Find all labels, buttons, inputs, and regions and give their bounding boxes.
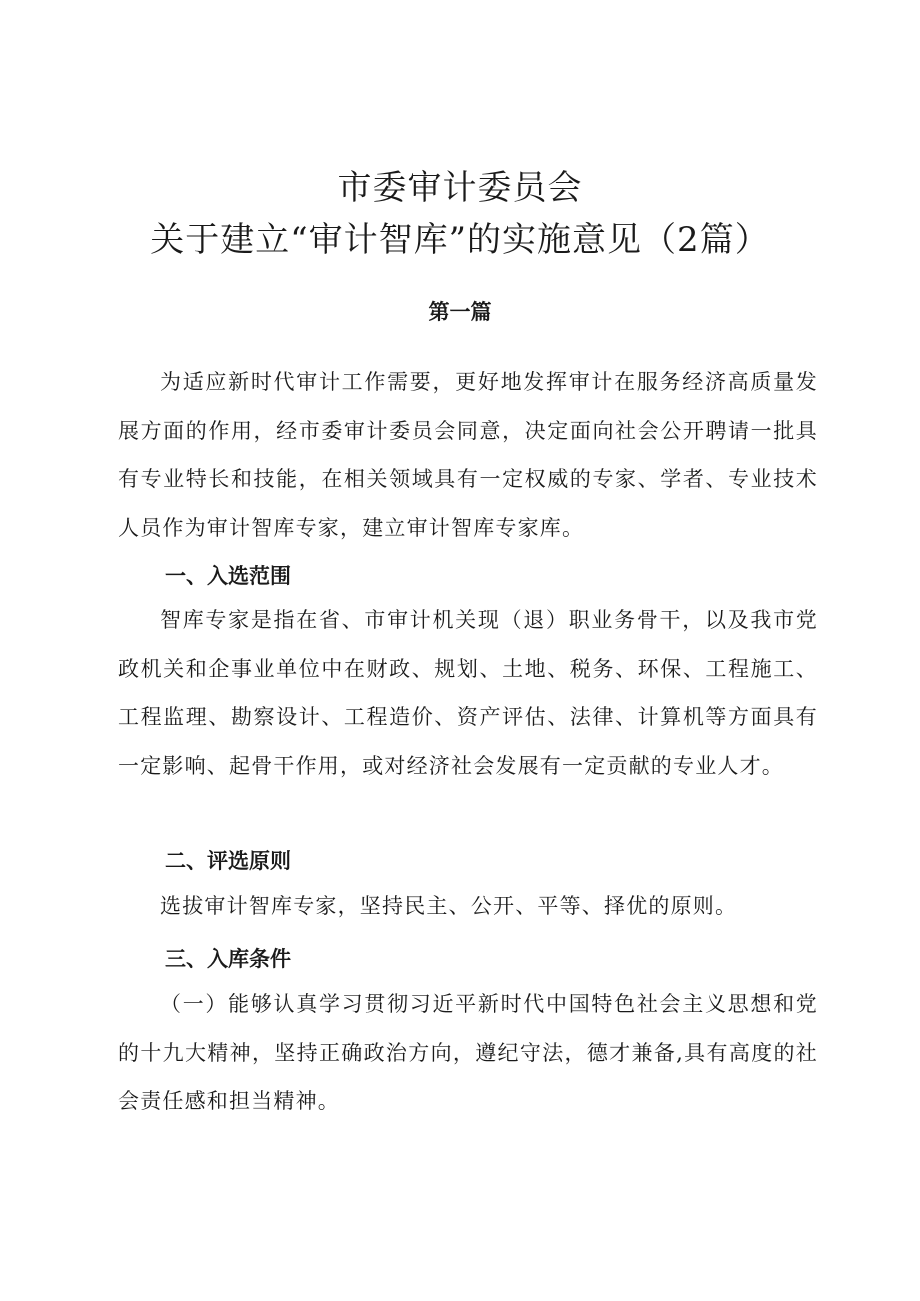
intro-paragraph: 为适应新时代审计工作需要，更好地发挥审计在服务经济高质量发展方面的作用，经市委审计委员会同意，决定面向社会公开聘请一批具有专业特长和技能，在相关领域具有一定权威的专家、学者、专业技术人员作为审计智库专家，建立审计智库专家库。 bbox=[118, 370, 818, 540]
document-title-line-1: 市委审计委员会 bbox=[337, 168, 583, 208]
section-heading-principles: 二、评选原则 bbox=[165, 849, 291, 873]
section-paragraph-principles: 选拔审计智库专家，坚持民主、公开、平等、择优的原则。 bbox=[160, 894, 738, 918]
document-title-line-2: 关于建立“审计智库”的实施意见（2篇） bbox=[150, 220, 770, 260]
section-paragraph-scope: 智库专家是指在省、市审计机关现（退）职业务骨干，以及我市党政机关和企事业单位中在财政、规划、土地、税务、环保、工程施工、工程监理、勘察设计、工程造价、资产评估、法律、计算机等方面具有一定影响、起骨干作用，或对经济社会发展有一定贡献的专业人才。 bbox=[118, 608, 818, 778]
section-paragraph-conditions: （一）能够认真学习贯彻习近平新时代中国特色社会主义思想和党的十九大精神，坚持正确政治方向，遵纪守法，德才兼备,具有高度的社会责任感和担当精神。 bbox=[118, 992, 818, 1114]
section-heading-scope: 一、入选范围 bbox=[165, 564, 291, 588]
part-label: 第一篇 bbox=[428, 300, 492, 324]
section-heading-conditions: 三、入库条件 bbox=[165, 947, 291, 971]
